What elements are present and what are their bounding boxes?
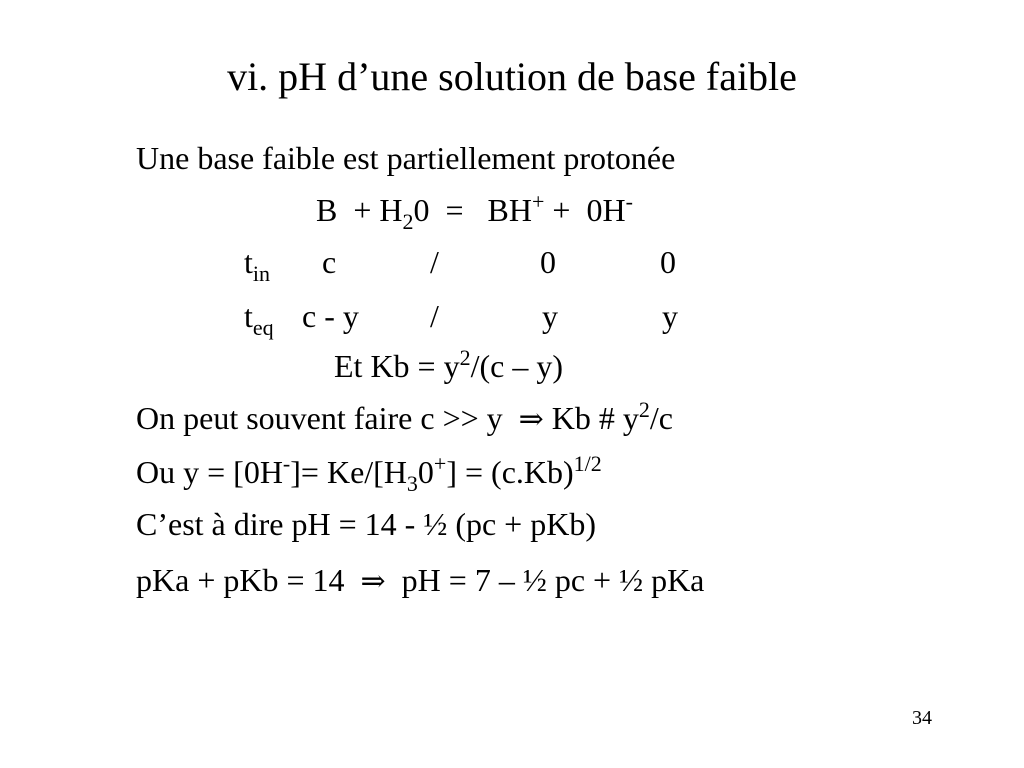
bh-charge: + (532, 189, 545, 214)
hydroxide-start: Ou y = [0H (136, 454, 283, 490)
hydroxide-ke: ]= Ke/[H (290, 454, 407, 490)
page-number: 34 (912, 707, 932, 729)
final-ph-formula: pH = 7 – ½ pc + ½ pKa (401, 562, 705, 598)
initial-subscript: in (252, 261, 271, 286)
implies-arrow-icon: ⇒ (360, 564, 386, 599)
approximation-line (136, 398, 673, 440)
product-bh: BH (487, 192, 532, 228)
equals-sign: = (445, 192, 464, 228)
initial-base: c (322, 244, 337, 280)
approximation-denominator: /c (649, 400, 673, 436)
initial-oh: 0 (660, 244, 676, 280)
row-initial (0, 242, 1024, 286)
approximation-condition: On peut souvent faire c >> y (136, 400, 503, 436)
equilibrium-base: c - y (302, 298, 359, 334)
water-h: H (379, 192, 403, 228)
hydroxide-result: ] = (c.Kb) (446, 454, 574, 490)
approximation-result: Kb # y (551, 400, 639, 436)
ph-formula-line: C’est à dire pH = 14 - ½ (pc + pKb) (136, 506, 596, 542)
hydronium-subscript: 3 (406, 471, 418, 496)
plus-sign-2: + (552, 192, 571, 228)
half-exponent: 1/2 (573, 451, 602, 476)
reaction-equation (316, 189, 633, 234)
intro-line: Une base faible est partiellement protonée (136, 140, 676, 176)
equilibrium-subscript: eq (252, 315, 274, 340)
oh-charge: - (625, 189, 633, 214)
water-subscript: 2 (402, 209, 414, 234)
initial-water: / (430, 244, 439, 280)
hydroxide-charge: - (282, 451, 291, 476)
final-ph-line (136, 560, 704, 602)
row-initial-label (244, 242, 271, 286)
pka-pkb-relation: pKa + pKb = 14 (136, 562, 345, 598)
slide-title: vi. pH d’une solution de base faible (227, 54, 797, 99)
row-equilibrium-label (244, 296, 274, 340)
kb-expression-end: /(c – y) (470, 348, 563, 384)
time-t: t (244, 244, 253, 280)
hydronium-charge: + (433, 451, 447, 476)
approximation-exponent: 2 (638, 397, 650, 422)
initial-bh: 0 (540, 244, 556, 280)
kb-expression-start: Et Kb = y (334, 348, 460, 384)
equilibrium-bh: y (542, 298, 558, 334)
kb-exponent: 2 (459, 345, 471, 370)
hydroxide-line (136, 451, 602, 496)
reactant-base: B (316, 192, 338, 228)
equilibrium-water: / (430, 298, 439, 334)
time-t: t (244, 298, 253, 334)
implies-arrow-icon: ⇒ (518, 402, 544, 437)
plus-sign: + (353, 192, 372, 228)
row-equilibrium (0, 296, 1024, 340)
hydronium-o: 0 (417, 454, 434, 490)
kb-expression (334, 346, 563, 386)
water-o: 0 (413, 192, 430, 228)
equilibrium-oh: y (662, 298, 678, 334)
product-oh: 0H (586, 192, 626, 228)
